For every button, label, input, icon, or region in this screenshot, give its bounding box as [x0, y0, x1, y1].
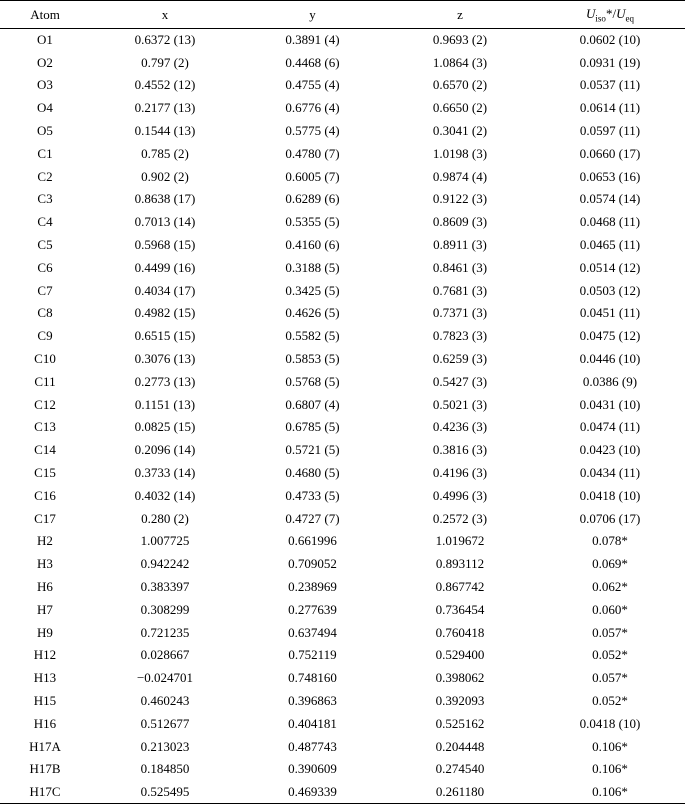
cell-u: 0.0614 (11): [579, 100, 641, 116]
cell-y: 0.5768 (5): [285, 373, 340, 389]
cell-z: 0.7823 (3): [432, 328, 488, 344]
cell-u: 0.078*: [592, 533, 628, 549]
cell-atom: O3: [37, 77, 53, 93]
cell-z: 0.4196 (3): [432, 465, 488, 481]
cell-y: 0.752119: [288, 647, 337, 663]
cell-x: 0.942242: [140, 556, 190, 572]
cell-u: 0.060*: [592, 601, 628, 617]
cell-y: 0.4733 (5): [285, 487, 340, 503]
cell-x: 0.383397: [140, 579, 190, 595]
cell-x: 0.3733 (14): [134, 465, 196, 481]
table-row: [0, 165, 685, 188]
cell-z: 0.398062: [435, 670, 485, 686]
cell-z: 0.5021 (3): [432, 396, 488, 412]
cell-atom: C5: [37, 237, 53, 253]
cell-atom: C16: [34, 487, 56, 503]
cell-atom: H2: [37, 533, 53, 549]
header-u: [535, 1, 685, 29]
table-row: [0, 416, 685, 439]
cell-z: 0.2572 (3): [432, 510, 488, 526]
cell-atom: H17B: [29, 761, 61, 777]
cell-u: 0.052*: [592, 647, 628, 663]
cell-x: 0.6372 (13): [134, 32, 196, 48]
table-row: [0, 74, 685, 97]
cell-u: 0.0386 (9): [582, 373, 638, 389]
cell-atom: C15: [34, 465, 56, 481]
table-row: [0, 781, 685, 804]
cell-y: 0.5721 (5): [285, 442, 340, 458]
cell-x: 0.028667: [140, 647, 190, 663]
cell-z: 0.4236 (3): [432, 419, 488, 435]
table-row: [0, 484, 685, 507]
cell-y: 0.4727 (7): [285, 510, 340, 526]
cell-z: 0.893112: [435, 556, 485, 572]
cell-u: 0.0660 (17): [579, 145, 641, 161]
table-row: [0, 507, 685, 530]
table-row: [0, 462, 685, 485]
cell-atom: H17C: [0, 781, 90, 804]
table-row: [0, 621, 685, 644]
table-row: [0, 644, 685, 667]
cell-z: 0.392093: [435, 693, 485, 708]
cell-y: 0.5355 (5): [285, 214, 340, 230]
table-row: [0, 393, 685, 416]
cell-x: 0.512677: [140, 715, 190, 731]
cell-y: 0.6005 (7): [285, 168, 340, 184]
header-x: x: [90, 1, 240, 29]
cell-u: 0.0653 (16): [579, 168, 641, 184]
cell-y: 0.3188 (5): [285, 259, 340, 275]
cell-x: 0.721235: [140, 624, 190, 640]
cell-x: 0.525495: [90, 781, 240, 804]
cell-atom: C14: [34, 442, 56, 458]
cell-u: 0.0503 (12): [579, 282, 641, 298]
cell-z: 0.529400: [435, 647, 485, 663]
table-row: [0, 439, 685, 462]
cell-atom: C10: [34, 351, 56, 367]
cell-z: 0.8911 (3): [433, 237, 487, 253]
cell-u: 0.106*: [535, 781, 685, 804]
cell-z: 0.261180: [385, 781, 535, 804]
cell-atom: C8: [37, 305, 53, 321]
header-atom: Atom: [0, 1, 90, 29]
cell-z: 0.7681 (3): [432, 282, 488, 298]
cell-x: 0.1544 (13): [134, 123, 196, 139]
cell-z: 0.204448: [435, 738, 485, 754]
cell-z: 0.274540: [435, 761, 485, 777]
cell-u: 0.0451 (11): [579, 305, 641, 321]
cell-u: 0.0537 (11): [579, 77, 641, 93]
cell-atom: H3: [37, 556, 53, 572]
cell-x: 0.4032 (14): [134, 487, 196, 503]
cell-z: 0.8609 (3): [432, 214, 488, 230]
cell-atom: C1: [37, 145, 53, 161]
cell-z: 0.7371 (3): [432, 305, 488, 321]
table-row: [0, 735, 685, 758]
cell-y: 0.637494: [288, 624, 337, 640]
table-row: [0, 97, 685, 120]
cell-x: 0.2177 (13): [134, 100, 196, 116]
cell-x: 0.5968 (15): [134, 237, 196, 253]
cell-u: 0.0602 (10): [579, 32, 641, 48]
cell-y: 0.4160 (6): [285, 237, 340, 253]
cell-u: 0.062*: [592, 579, 628, 595]
table-row: [0, 51, 685, 74]
cell-u: 0.052*: [592, 693, 628, 708]
cell-atom: H13: [33, 670, 57, 686]
table-row: [0, 576, 685, 599]
cell-z: 0.760418: [435, 624, 485, 640]
cell-u: 0.0418 (10): [579, 715, 641, 731]
u-separator: */: [605, 5, 617, 21]
cell-atom: H9: [37, 624, 53, 640]
cell-x: 0.184850: [140, 761, 190, 777]
cell-u: 0.057*: [592, 624, 628, 640]
cell-atom: O4: [37, 100, 53, 116]
cell-atom: C6: [37, 259, 53, 275]
cell-atom: C13: [34, 419, 56, 435]
table-row: [0, 325, 685, 348]
cell-x: 0.0825 (15): [134, 419, 196, 435]
cell-z: 0.8461 (3): [432, 259, 488, 275]
cell-x: 0.280 (2): [141, 510, 189, 526]
table-row: [0, 142, 685, 165]
cell-x: 0.797 (2): [141, 54, 189, 70]
cell-u: 0.0446 (10): [579, 351, 641, 367]
cell-x: 0.2096 (14): [134, 442, 196, 458]
cell-atom: H12: [33, 647, 57, 663]
cell-u: 0.0706 (17): [579, 510, 641, 526]
cell-y: 0.277639: [288, 601, 337, 617]
table-row: [0, 279, 685, 302]
cell-atom: H7: [37, 601, 53, 617]
cell-x: 0.8638 (17): [134, 191, 196, 207]
cell-u: 0.106*: [592, 761, 628, 777]
cell-atom: H6: [37, 579, 53, 595]
cell-y: 0.396863: [288, 693, 337, 708]
cell-z: 0.867742: [435, 579, 485, 595]
cell-atom: H16: [33, 715, 57, 731]
cell-z: 1.019672: [435, 533, 485, 549]
cell-x: 1.007725: [140, 533, 190, 549]
cell-atom: C11: [34, 373, 56, 389]
cell-y: 0.6289 (6): [285, 191, 340, 207]
table-row: [0, 667, 685, 690]
cell-y: 0.661996: [288, 533, 337, 549]
cell-y: 0.3425 (5): [285, 282, 340, 298]
table-row: [0, 690, 685, 713]
cell-y: 0.748160: [288, 670, 337, 686]
cell-y: 0.5775 (4): [285, 123, 340, 139]
cell-x: 0.7013 (14): [134, 214, 196, 230]
cell-x: 0.4499 (16): [134, 259, 196, 275]
cell-y: 0.3891 (4): [285, 32, 340, 48]
table-row: [0, 712, 685, 735]
u-eq-symbol: U: [616, 5, 626, 21]
cell-x: 0.1151 (13): [134, 396, 196, 412]
cell-x: 0.4552 (12): [134, 77, 196, 93]
cell-y: 0.709052: [288, 556, 337, 572]
cell-x: 0.4982 (15): [134, 305, 196, 321]
table-row: [0, 256, 685, 279]
cell-u: 0.106*: [592, 738, 628, 754]
cell-x: 0.785 (2): [141, 145, 189, 161]
cell-atom: O1: [37, 32, 53, 48]
cell-y: 0.5853 (5): [285, 351, 340, 367]
cell-y: 0.4680 (5): [285, 465, 340, 481]
cell-y: 0.6776 (4): [285, 100, 340, 116]
table-row: [0, 211, 685, 234]
cell-atom: C9: [37, 328, 53, 344]
cell-atom: H17A: [29, 738, 61, 754]
table-body: [0, 29, 685, 804]
cell-x: 0.4034 (17): [134, 282, 196, 298]
cell-y: 0.390609: [288, 761, 337, 777]
table-row: [0, 598, 685, 621]
cell-atom: C2: [37, 168, 53, 184]
table-row: [0, 120, 685, 143]
cell-atom: C12: [34, 396, 56, 412]
table-row: [0, 530, 685, 553]
table-row: [0, 234, 685, 257]
cell-u: 0.0468 (11): [579, 214, 641, 230]
cell-z: 0.9874 (4): [432, 168, 488, 184]
cell-y: 0.4755 (4): [285, 77, 340, 93]
table-row: [0, 370, 685, 393]
cell-atom: H15: [33, 693, 57, 708]
cell-u: 0.0931 (19): [579, 54, 641, 70]
cell-y: 0.4468 (6): [285, 54, 340, 70]
cell-y: 0.5582 (5): [285, 328, 340, 344]
cell-z: 0.6650 (2): [432, 100, 488, 116]
cell-z: 0.5427 (3): [432, 373, 488, 389]
cell-x: 0.308299: [140, 601, 190, 617]
cell-z: 0.6259 (3): [432, 351, 488, 367]
cell-u: 0.0465 (11): [579, 237, 641, 253]
cell-y: 0.6807 (4): [285, 396, 340, 412]
table-row: [0, 29, 685, 52]
cell-x: −0.024701: [136, 670, 194, 686]
cell-u: 0.0474 (11): [579, 419, 641, 435]
header-row: [0, 1, 685, 29]
cell-u: 0.0514 (12): [579, 259, 641, 275]
cell-u: 0.0423 (10): [579, 442, 641, 458]
table-row: [0, 758, 685, 781]
cell-y: 0.4780 (7): [285, 145, 340, 161]
u-eq-subscript: eq: [625, 13, 634, 24]
cell-y: 0.6785 (5): [285, 419, 340, 435]
cell-z: 0.525162: [435, 715, 485, 731]
table-row: [0, 188, 685, 211]
table-row: [0, 348, 685, 371]
cell-z: 0.9122 (3): [432, 191, 488, 207]
cell-z: 1.0198 (3): [432, 145, 488, 161]
cell-x: 0.213023: [140, 738, 190, 754]
cell-x: 0.3076 (13): [134, 351, 196, 367]
cell-atom: O5: [37, 123, 53, 139]
cell-z: 0.9693 (2): [432, 32, 488, 48]
cell-z: 0.736454: [435, 601, 485, 617]
cell-x: 0.902 (2): [141, 168, 189, 184]
table-row: [0, 553, 685, 576]
cell-u: 0.0574 (14): [579, 191, 641, 207]
cell-y: 0.469339: [240, 781, 385, 804]
cell-y: 0.238969: [288, 579, 337, 595]
cell-z: 1.0864 (3): [432, 54, 488, 70]
cell-x: 0.6515 (15): [134, 328, 196, 344]
cell-u: 0.069*: [592, 556, 628, 572]
cell-z: 0.4996 (3): [432, 487, 488, 503]
cell-atom: C4: [37, 214, 53, 230]
cell-x: 0.2773 (13): [134, 373, 196, 389]
header-y: y: [240, 1, 385, 29]
u-iso-symbol: U: [586, 5, 596, 21]
cell-u: 0.0418 (10): [579, 487, 641, 503]
cell-atom: C17: [34, 510, 56, 526]
cell-z: 0.3816 (3): [432, 442, 488, 458]
cell-atom: C7: [37, 282, 53, 298]
cell-u: 0.0475 (12): [579, 328, 641, 344]
cell-z: 0.6570 (2): [432, 77, 488, 93]
cell-u: 0.057*: [592, 670, 628, 686]
cell-u: 0.0431 (10): [579, 396, 641, 412]
cell-y: 0.487743: [288, 738, 337, 754]
header-z: z: [385, 1, 535, 29]
u-iso-subscript: iso: [595, 13, 606, 24]
cell-atom: C3: [37, 191, 53, 207]
cell-z: 0.3041 (2): [432, 123, 488, 139]
cell-u: 0.0434 (11): [579, 465, 641, 481]
cell-y: 0.404181: [288, 715, 337, 731]
table-row: [0, 302, 685, 325]
cell-x: 0.460243: [140, 693, 190, 708]
cell-u: 0.0597 (11): [579, 123, 641, 139]
cell-atom: O2: [37, 54, 53, 70]
cell-y: 0.4626 (5): [285, 305, 340, 321]
